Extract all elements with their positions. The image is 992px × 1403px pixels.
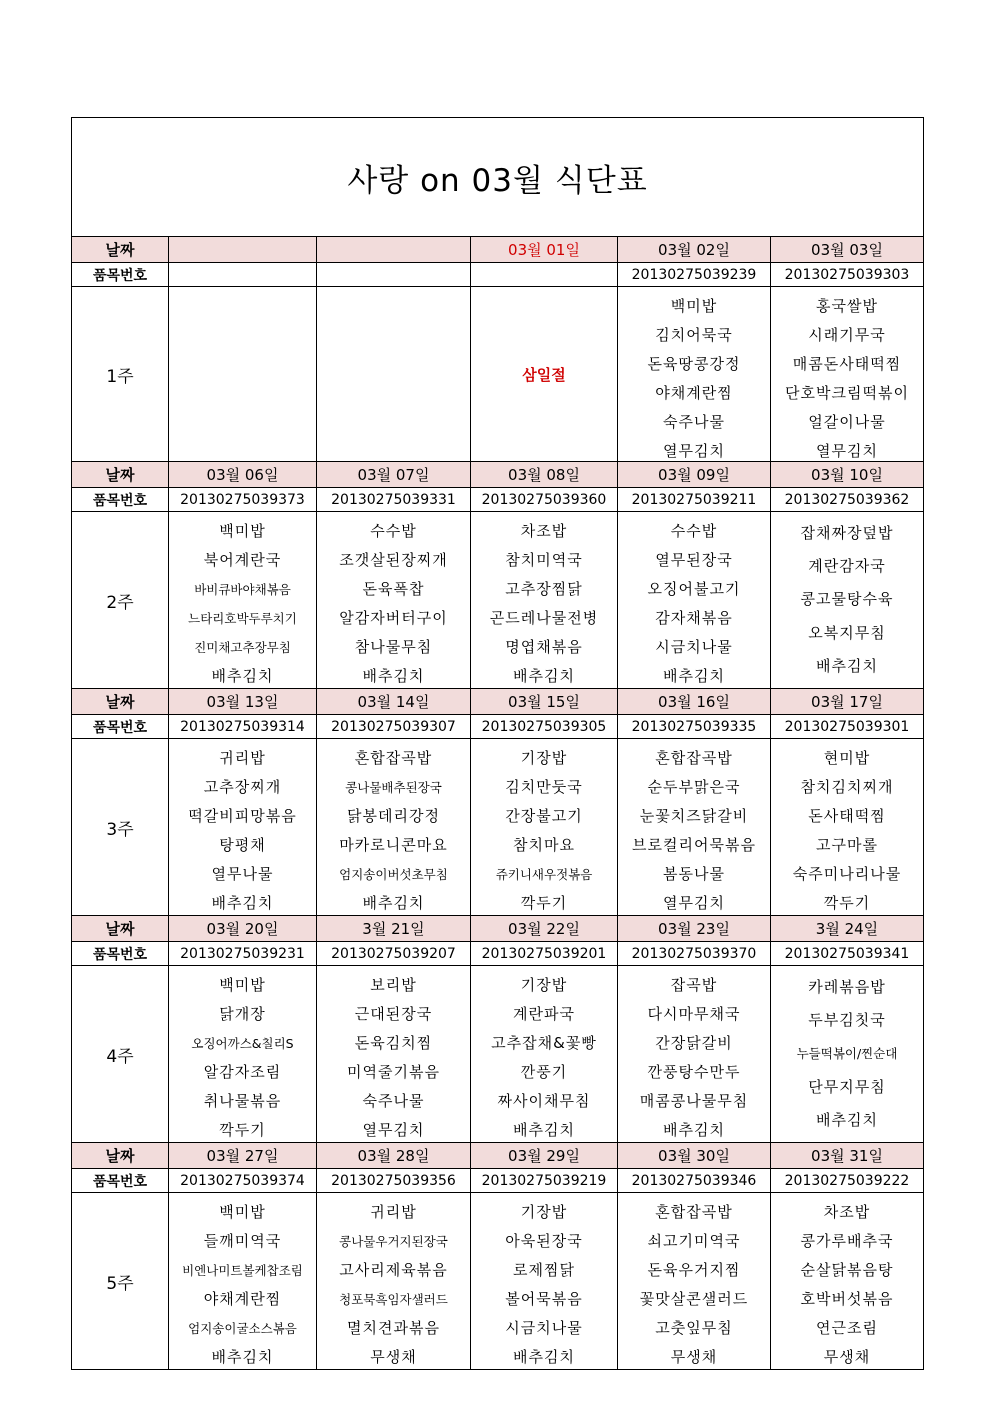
menu-item: 간장닭갈비 [655,1034,733,1052]
menu-item: 볼어묵볶음 [505,1290,583,1308]
menu-item: 배추김치 [211,1348,274,1366]
item-code-cell: 20130275039373 [169,488,317,512]
item-code-row [72,488,924,512]
menu-item: 보리밥 [370,976,417,994]
week-label: 1주 [72,287,169,462]
menu-item: 단호박크림떡볶이 [785,384,909,402]
menu-item: 오복지무침 [808,623,886,642]
menu-list [169,517,316,683]
menu-item: 배추김치 [663,667,725,685]
menu-item: 시금치나물 [655,638,733,656]
menu-item: 열무된장국 [655,551,733,569]
menu-item: 들깨미역국 [203,1232,282,1250]
date-row [72,237,924,263]
menu-cell [471,739,618,916]
menu-item: 오징어까스&칠리S [191,1036,294,1051]
menu-item: 다시마무채국 [647,1005,741,1023]
menu-item: 배추김치 [663,1121,725,1139]
menu-list [771,292,923,460]
menu-item: 열무김치 [816,442,878,460]
item-code-cell: 20130275039314 [169,715,317,739]
date-cell: 03월 06일 [169,462,317,488]
menu-row [72,287,924,462]
menu-item: 차조밥 [823,1203,871,1221]
menu-item: 시래기무국 [808,326,886,344]
item-code-cell: 20130275039201 [471,942,618,966]
menu-item: 야채계란찜 [203,1290,282,1308]
menu-cell [169,966,317,1143]
menu-item: 돈육폭찹 [362,580,425,598]
menu-list [169,744,316,910]
menu-list [169,1198,316,1364]
menu-list [471,744,617,910]
date-cell: 03월 22일 [471,916,618,942]
menu-item: 배추김치 [513,1348,575,1366]
menu-item: 떡갈비피망볶음 [188,807,297,825]
menu-item: 열무김치 [663,894,725,912]
item-code-cell [317,263,471,287]
menu-item: 배추김치 [211,667,274,685]
menu-item: 무생채 [670,1348,718,1366]
menu-cell [317,287,471,462]
date-cell: 03월 16일 [618,689,771,715]
date-row-label: 날짜 [72,237,169,263]
date-cell: 03월 15일 [471,689,618,715]
menu-item: 참치미역국 [505,551,583,569]
date-cell: 03월 28일 [317,1143,471,1169]
item-code-row-label: 품목번호 [72,263,169,287]
menu-list [771,1198,923,1364]
menu-item: 콩고물탕수육 [800,590,894,609]
date-cell: 03월 23일 [618,916,771,942]
menu-item: 고춧잎무침 [655,1319,733,1337]
date-cell: 03월 10일 [771,462,924,488]
menu-item: 비엔나미트볼케찹조림 [182,1263,303,1278]
menu-list [618,971,770,1137]
menu-list [317,744,470,910]
menu-item: 청포묵흑임자샐러드 [339,1292,448,1307]
item-code-row-label: 품목번호 [72,942,169,966]
menu-item: 참나물무침 [354,638,433,656]
item-code-cell [169,263,317,287]
menu-item: 배추김치 [513,667,575,685]
date-cell: 3월 24일 [771,916,924,942]
menu-item: 현미밥 [823,749,871,767]
menu-list [618,744,770,910]
menu-item: 탕평채 [219,836,266,854]
menu-item: 눈꽃치즈닭갈비 [639,807,749,825]
menu-item: 알감자조림 [203,1063,282,1081]
item-code-row [72,263,924,287]
menu-item: 계란파국 [513,1005,575,1023]
menu-list [317,971,470,1137]
menu-item: 돈육땅콩강정 [647,355,741,373]
date-cell: 03월 30일 [618,1143,771,1169]
item-code-row-label: 품목번호 [72,715,169,739]
menu-item: 근대된장국 [354,1005,433,1023]
menu-item: 기장밥 [520,1203,568,1221]
menu-cell [471,1193,618,1370]
item-code-cell: 20130275039239 [618,263,771,287]
menu-item: 두부김칫국 [808,1011,886,1030]
menu-item: 매콤콩나물무침 [639,1092,749,1110]
date-cell [169,237,317,263]
menu-list [471,971,617,1137]
item-code-cell: 20130275039331 [317,488,471,512]
menu-item: 고추장찜닭 [505,580,583,598]
menu-item: 브로컬리어묵볶음 [632,836,756,854]
menu-cell [771,287,924,462]
menu-item: 백미밥 [670,297,718,315]
menu-item: 진미채고추장무침 [194,640,291,655]
menu-item: 고구마롤 [816,836,878,854]
menu-cell [317,966,471,1143]
page-title: 사랑 on 03월 식단표 [72,118,924,237]
menu-item: 꽃맛살콘샐러드 [639,1290,749,1308]
menu-item: 누들떡볶이/찐순대 [796,1046,898,1062]
menu-list [317,1198,470,1364]
item-code-cell: 20130275039362 [771,488,924,512]
menu-cell [317,739,471,916]
menu-cell [471,287,618,462]
menu-item: 백미밥 [219,522,266,540]
menu-cell [618,966,771,1143]
date-cell: 03월 14일 [317,689,471,715]
menu-item: 얼갈이나물 [808,413,886,431]
menu-item: 야채계란찜 [655,384,733,402]
menu-item: 멸치견과볶음 [347,1319,440,1337]
item-code-cell: 20130275039231 [169,942,317,966]
menu-item: 홍국쌀밥 [816,297,878,315]
menu-cell [317,512,471,689]
menu-cell [618,512,771,689]
menu-item: 쇠고기미역국 [647,1232,741,1250]
date-row [72,689,924,715]
item-code-cell: 20130275039307 [317,715,471,739]
date-cell: 03월 08일 [471,462,618,488]
menu-item: 느타리호박두루치기 [188,611,297,626]
date-cell: 03월 01일 [471,237,618,263]
menu-cell [471,966,618,1143]
date-row [72,462,924,488]
menu-row [72,1193,924,1370]
menu-item: 봄동나물 [663,865,725,883]
menu-item: 무생채 [823,1348,871,1366]
menu-item: 순두부맑은국 [647,778,741,796]
item-code-cell: 20130275039346 [618,1169,771,1193]
menu-item: 곤드레나물전병 [489,609,599,627]
menu-item: 김치만둣국 [505,778,583,796]
menu-cell [471,512,618,689]
menu-item: 기장밥 [520,976,568,994]
menu-item: 미역줄기볶음 [347,1063,440,1081]
menu-item: 돈육우거지찜 [647,1261,741,1279]
menu-item: 깐풍탕수만두 [647,1063,741,1081]
week-label: 4주 [72,966,169,1143]
item-code-cell: 20130275039305 [471,715,618,739]
menu-row [72,966,924,1143]
menu-list [618,292,770,460]
menu-item: 콩가루배추국 [800,1232,894,1250]
menu-list [471,1198,617,1364]
menu-item: 수수밥 [370,522,417,540]
menu-cell [169,1193,317,1370]
date-cell: 3월 21일 [317,916,471,942]
menu-cell [618,1193,771,1370]
item-code-cell: 20130275039219 [471,1169,618,1193]
menu-cell [618,739,771,916]
menu-list [771,744,923,910]
menu-table [71,117,924,1370]
item-code-cell: 20130275039301 [771,715,924,739]
item-code-row [72,715,924,739]
menu-list [471,517,617,683]
menu-item: 배추김치 [816,1110,878,1129]
menu-item: 고사리제육볶음 [339,1261,448,1279]
date-cell: 03월 31일 [771,1143,924,1169]
menu-item: 열무김치 [663,442,725,460]
item-code-cell: 20130275039211 [618,488,771,512]
menu-cell [771,1193,924,1370]
date-cell: 03월 07일 [317,462,471,488]
menu-item: 쥬키니새우젓볶음 [495,867,593,882]
menu-item: 카레볶음밥 [808,978,886,997]
menu-item: 숙주미나리나물 [792,865,902,883]
menu-sheet [71,117,923,1370]
menu-item: 숙주나물 [362,1092,425,1110]
menu-item: 깍두기 [823,894,871,912]
item-code-cell: 20130275039374 [169,1169,317,1193]
menu-item: 아욱된장국 [505,1232,583,1250]
week-label: 5주 [72,1193,169,1370]
menu-item: 호박버섯볶음 [800,1290,894,1308]
item-code-cell: 20130275039303 [771,263,924,287]
menu-item: 배추김치 [513,1121,575,1139]
date-row-label: 날짜 [72,462,169,488]
item-code-cell: 20130275039341 [771,942,924,966]
menu-item: 숙주나물 [663,413,725,431]
menu-cell [771,512,924,689]
menu-item: 혼합잡곡밥 [655,1203,733,1221]
menu-list [618,517,770,683]
menu-item: 배추김치 [362,667,425,685]
item-code-cell: 20130275039222 [771,1169,924,1193]
date-row-label: 날짜 [72,1143,169,1169]
menu-item: 잡채짜장덮밥 [800,524,894,543]
menu-row [72,512,924,689]
menu-item: 백미밥 [219,976,266,994]
menu-item: 차조밥 [520,522,568,540]
menu-list [771,971,923,1137]
menu-cell [771,966,924,1143]
menu-item: 간장불고기 [505,807,583,825]
menu-item: 김치어묵국 [655,326,733,344]
menu-item: 돈사태떡찜 [808,807,886,825]
menu-cell [771,739,924,916]
item-code-cell: 20130275039335 [618,715,771,739]
menu-item: 시금치나물 [505,1319,583,1337]
holiday-label: 삼일절 [522,365,566,384]
menu-item: 귀리밥 [219,749,266,767]
menu-row [72,739,924,916]
date-cell [317,237,471,263]
menu-item: 짜사이채무침 [497,1092,591,1110]
menu-item: 고추잡채&꽃빵 [491,1034,597,1052]
menu-list [618,1198,770,1364]
date-row-label: 날짜 [72,916,169,942]
item-code-cell [471,263,618,287]
menu-item: 콩나물배추된장국 [345,780,442,795]
date-cell: 03월 02일 [618,237,771,263]
date-cell: 03월 20일 [169,916,317,942]
menu-item: 참치김치찌개 [800,778,894,796]
menu-item: 순살닭볶음탕 [800,1261,894,1279]
menu-item: 참치마요 [513,836,575,854]
menu-item: 콩나물우거지된장국 [339,1234,448,1249]
week-label: 3주 [72,739,169,916]
menu-list [169,971,316,1137]
item-code-row [72,942,924,966]
menu-item: 감자채볶음 [655,609,733,627]
menu-item: 단무지무침 [808,1077,886,1096]
item-code-cell: 20130275039360 [471,488,618,512]
date-cell: 03월 29일 [471,1143,618,1169]
item-code-cell: 20130275039356 [317,1169,471,1193]
menu-item: 열무김치 [362,1121,425,1139]
date-row [72,916,924,942]
date-cell: 03월 09일 [618,462,771,488]
item-code-row [72,1169,924,1193]
menu-item: 알감자버터구이 [339,609,448,627]
date-cell: 03월 03일 [771,237,924,263]
menu-list [317,517,470,683]
menu-item: 깍두기 [219,1121,266,1139]
menu-item: 조갯살된장찌개 [339,551,448,569]
menu-item: 혼합잡곡밥 [655,749,733,767]
menu-item: 계란감자국 [808,557,886,576]
menu-item: 고추장찌개 [203,778,282,796]
item-code-cell: 20130275039207 [317,942,471,966]
menu-item: 백미밥 [219,1203,266,1221]
menu-item: 배추김치 [362,894,425,912]
menu-item: 명엽채볶음 [505,638,583,656]
date-row-label: 날짜 [72,689,169,715]
menu-cell [169,287,317,462]
menu-item: 돈육김치찜 [354,1034,433,1052]
menu-item: 수수밥 [670,522,718,540]
menu-item: 매콤돈사태떡찜 [792,355,902,373]
menu-item: 혼합잡곡밥 [354,749,433,767]
menu-cell [169,512,317,689]
date-cell: 03월 27일 [169,1143,317,1169]
menu-item: 엄지송이굴소스볶음 [188,1321,297,1336]
menu-item: 배추김치 [211,894,274,912]
menu-item: 로제찜닭 [513,1261,575,1279]
date-row [72,1143,924,1169]
item-code-row-label: 품목번호 [72,488,169,512]
menu-item: 열무나물 [211,865,274,883]
menu-item: 닭개장 [219,1005,266,1023]
item-code-row-label: 품목번호 [72,1169,169,1193]
menu-item: 배추김치 [816,656,878,675]
menu-item: 엄지송이버섯초무침 [339,867,448,882]
menu-item: 무생채 [370,1348,417,1366]
menu-item: 잡곡밥 [670,976,718,994]
menu-item: 깐풍기 [520,1063,568,1081]
menu-cell [317,1193,471,1370]
menu-item: 취나물볶음 [203,1092,282,1110]
week-label: 2주 [72,512,169,689]
menu-cell [169,739,317,916]
menu-cell [618,287,771,462]
menu-item: 닭봉데리강정 [347,807,440,825]
menu-item: 마카로니콘마요 [339,836,448,854]
menu-item: 바비큐바야채볶음 [194,582,291,597]
menu-item: 연근조림 [816,1319,878,1337]
date-cell: 03월 17일 [771,689,924,715]
item-code-cell: 20130275039370 [618,942,771,966]
menu-item: 귀리밥 [370,1203,417,1221]
menu-item: 기장밥 [520,749,568,767]
menu-list [771,517,923,683]
menu-item: 오징어불고기 [647,580,741,598]
menu-item: 북어계란국 [203,551,282,569]
date-cell: 03월 13일 [169,689,317,715]
menu-item: 깍두기 [520,894,568,912]
